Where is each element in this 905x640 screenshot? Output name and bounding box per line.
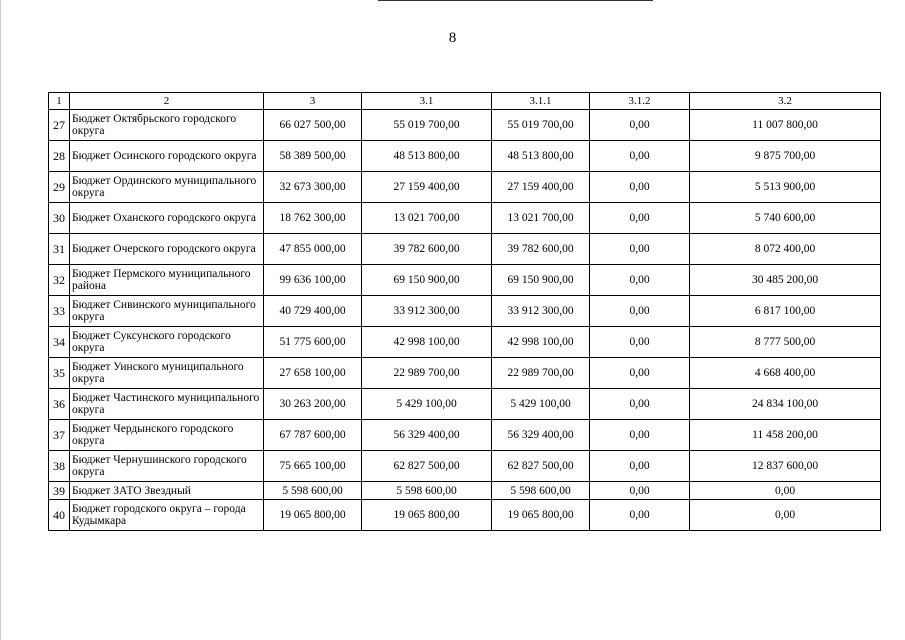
row-number: 28 <box>49 141 70 172</box>
value-col-3-2: 11 007 800,00 <box>690 110 881 141</box>
table-row <box>49 296 881 327</box>
value-col-3-1-2: 0,00 <box>590 327 690 358</box>
value-col-3-1-2: 0,00 <box>590 358 690 389</box>
row-number: 33 <box>49 296 70 327</box>
scan-artifact-line <box>378 0 653 1</box>
budget-name: Бюджет Суксунского городского округа <box>70 327 264 358</box>
table-row <box>49 451 881 482</box>
budget-name: Бюджет Очерского городского округа <box>70 234 264 265</box>
value-col-3: 75 665 100,00 <box>264 451 362 482</box>
row-number: 30 <box>49 203 70 234</box>
value-col-3-1-1: 56 329 400,00 <box>492 420 590 451</box>
value-col-3-2: 8 777 500,00 <box>690 327 881 358</box>
value-col-3: 47 855 000,00 <box>264 234 362 265</box>
value-col-3-1-1: 33 912 300,00 <box>492 296 590 327</box>
value-col-3-2: 9 875 700,00 <box>690 141 881 172</box>
value-col-3-1: 39 782 600,00 <box>362 234 492 265</box>
value-col-3-1: 33 912 300,00 <box>362 296 492 327</box>
budget-name: Бюджет Частинского муниципального округа <box>70 389 264 420</box>
value-col-3-1: 62 827 500,00 <box>362 451 492 482</box>
value-col-3-2: 11 458 200,00 <box>690 420 881 451</box>
row-number: 27 <box>49 110 70 141</box>
value-col-3-2: 4 668 400,00 <box>690 358 881 389</box>
value-col-3-2: 6 817 100,00 <box>690 296 881 327</box>
value-col-3-1-2: 0,00 <box>590 141 690 172</box>
value-col-3-1-2: 0,00 <box>590 265 690 296</box>
value-col-3-2: 5 740 600,00 <box>690 203 881 234</box>
value-col-3-1-2: 0,00 <box>590 172 690 203</box>
row-number: 34 <box>49 327 70 358</box>
value-col-3-1: 13 021 700,00 <box>362 203 492 234</box>
value-col-3-1-1: 62 827 500,00 <box>492 451 590 482</box>
header-col-3-1-1: 3.1.1 <box>492 93 590 110</box>
value-col-3-1-2: 0,00 <box>590 234 690 265</box>
value-col-3-1-2: 0,00 <box>590 296 690 327</box>
row-number: 32 <box>49 265 70 296</box>
budget-name: Бюджет Чердынского городского округа <box>70 420 264 451</box>
budget-name: Бюджет Уинского муниципального округа <box>70 358 264 389</box>
scan-edge <box>0 0 1 640</box>
budget-name: Бюджет городского округа – города Кудымкара <box>70 500 264 531</box>
value-col-3-1-1: 13 021 700,00 <box>492 203 590 234</box>
value-col-3-1-1: 55 019 700,00 <box>492 110 590 141</box>
table-row <box>49 420 881 451</box>
table-row <box>49 358 881 389</box>
row-number: 31 <box>49 234 70 265</box>
value-col-3-1-2: 0,00 <box>590 110 690 141</box>
budget-name: Бюджет Пермского муниципального района <box>70 265 264 296</box>
value-col-3-1: 55 019 700,00 <box>362 110 492 141</box>
value-col-3: 18 762 300,00 <box>264 203 362 234</box>
value-col-3-1-1: 39 782 600,00 <box>492 234 590 265</box>
value-col-3-1-1: 22 989 700,00 <box>492 358 590 389</box>
table-row <box>49 234 881 265</box>
value-col-3: 32 673 300,00 <box>264 172 362 203</box>
value-col-3-1: 27 159 400,00 <box>362 172 492 203</box>
value-col-3: 19 065 800,00 <box>264 500 362 531</box>
value-col-3: 67 787 600,00 <box>264 420 362 451</box>
header-col-3-1: 3.1 <box>362 93 492 110</box>
row-number: 35 <box>49 358 70 389</box>
table-row <box>49 482 881 500</box>
value-col-3-1-2: 0,00 <box>590 482 690 500</box>
value-col-3-1: 48 513 800,00 <box>362 141 492 172</box>
table-row <box>49 110 881 141</box>
row-number: 40 <box>49 500 70 531</box>
budget-name: Бюджет Оханского городского округа <box>70 203 264 234</box>
budget-name: Бюджет Ординского муниципального округа <box>70 172 264 203</box>
budget-name: Бюджет Сивинского муниципального округа <box>70 296 264 327</box>
value-col-3-1-1: 69 150 900,00 <box>492 265 590 296</box>
value-col-3-1: 22 989 700,00 <box>362 358 492 389</box>
header-col-3-2: 3.2 <box>690 93 881 110</box>
value-col-3-1: 5 598 600,00 <box>362 482 492 500</box>
table-row <box>49 389 881 420</box>
value-col-3-1-2: 0,00 <box>590 451 690 482</box>
table-row <box>49 500 881 531</box>
value-col-3-2: 30 485 200,00 <box>690 265 881 296</box>
value-col-3-2: 24 834 100,00 <box>690 389 881 420</box>
row-number: 36 <box>49 389 70 420</box>
page-number: 8 <box>448 30 457 46</box>
value-col-3: 58 389 500,00 <box>264 141 362 172</box>
header-col-1: 1 <box>49 93 70 110</box>
value-col-3: 27 658 100,00 <box>264 358 362 389</box>
value-col-3-1: 42 998 100,00 <box>362 327 492 358</box>
row-number: 37 <box>49 420 70 451</box>
value-col-3-1-1: 5 598 600,00 <box>492 482 590 500</box>
table-row <box>49 327 881 358</box>
value-col-3-1-1: 5 429 100,00 <box>492 389 590 420</box>
value-col-3-1: 5 429 100,00 <box>362 389 492 420</box>
value-col-3-1: 19 065 800,00 <box>362 500 492 531</box>
value-col-3-1-1: 27 159 400,00 <box>492 172 590 203</box>
value-col-3-2: 5 513 900,00 <box>690 172 881 203</box>
header-col-3-1-2: 3.1.2 <box>590 93 690 110</box>
value-col-3-1-2: 0,00 <box>590 203 690 234</box>
value-col-3-1-1: 42 998 100,00 <box>492 327 590 358</box>
budget-table <box>48 92 881 531</box>
value-col-3: 66 027 500,00 <box>264 110 362 141</box>
row-number: 39 <box>49 482 70 500</box>
value-col-3: 30 263 200,00 <box>264 389 362 420</box>
row-number: 38 <box>49 451 70 482</box>
row-number: 29 <box>49 172 70 203</box>
table-row <box>49 203 881 234</box>
value-col-3: 40 729 400,00 <box>264 296 362 327</box>
value-col-3-1-2: 0,00 <box>590 389 690 420</box>
value-col-3-1-2: 0,00 <box>590 420 690 451</box>
value-col-3-1-2: 0,00 <box>590 500 690 531</box>
value-col-3: 5 598 600,00 <box>264 482 362 500</box>
budget-name: Бюджет Октябрьского городского округа <box>70 110 264 141</box>
value-col-3-1-1: 19 065 800,00 <box>492 500 590 531</box>
budget-name: Бюджет ЗАТО Звездный <box>70 482 264 500</box>
table-row <box>49 172 881 203</box>
value-col-3-1-1: 48 513 800,00 <box>492 141 590 172</box>
header-col-2: 2 <box>70 93 264 110</box>
budget-name: Бюджет Осинского городского округа <box>70 141 264 172</box>
table-header-row <box>49 93 881 110</box>
value-col-3-2: 8 072 400,00 <box>690 234 881 265</box>
value-col-3-2: 0,00 <box>690 500 881 531</box>
value-col-3-1: 56 329 400,00 <box>362 420 492 451</box>
value-col-3: 51 775 600,00 <box>264 327 362 358</box>
value-col-3-2: 0,00 <box>690 482 881 500</box>
value-col-3: 99 636 100,00 <box>264 265 362 296</box>
table-row <box>49 265 881 296</box>
value-col-3-1: 69 150 900,00 <box>362 265 492 296</box>
table-row <box>49 141 881 172</box>
header-col-3: 3 <box>264 93 362 110</box>
budget-name: Бюджет Чернушинского городского округа <box>70 451 264 482</box>
value-col-3-2: 12 837 600,00 <box>690 451 881 482</box>
